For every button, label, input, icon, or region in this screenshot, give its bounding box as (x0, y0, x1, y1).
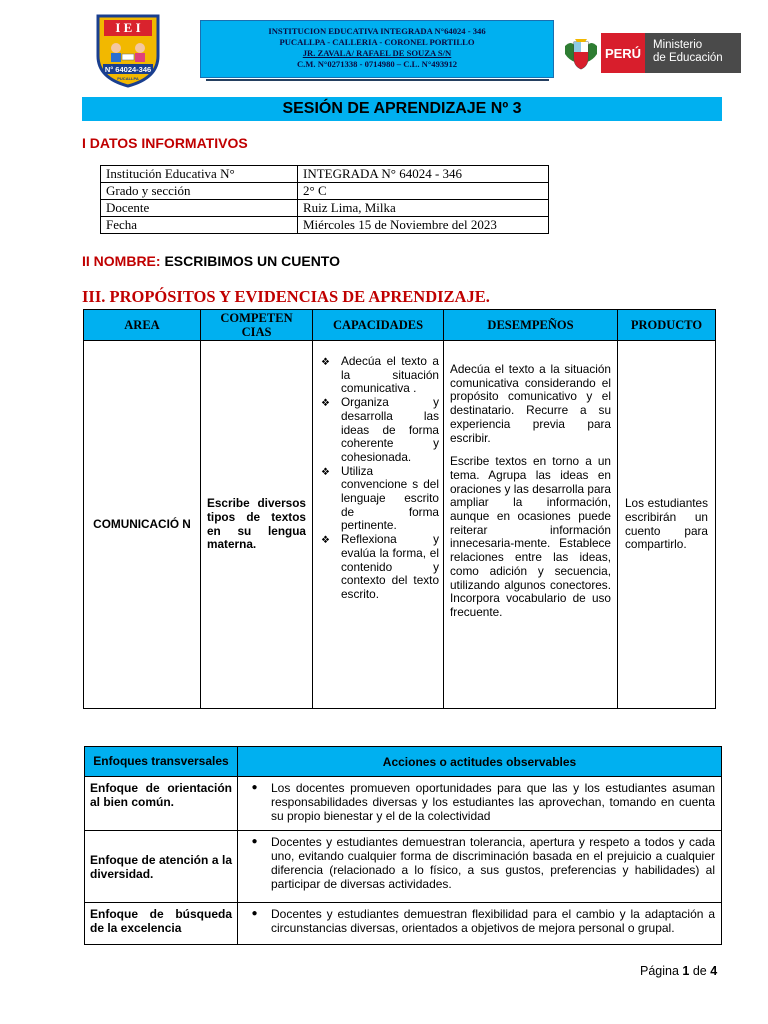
diamond-bullet-icon: ❖ (321, 466, 330, 478)
svg-text:N° 64024-346: N° 64024-346 (104, 65, 152, 74)
page-number: Página 1 de 4 (640, 964, 718, 978)
bullet-icon: ● (251, 782, 258, 793)
peru-crest-icon (563, 36, 599, 72)
ministry-name: Ministerio de Educación (645, 33, 741, 73)
producto-cell: Los estudiantes escribirán un cuento para compartirlo. (618, 341, 716, 709)
info-value: Ruiz Lima, Milka (298, 200, 549, 217)
session-title: SESIÓN DE APRENDIZAJE Nº 3 (82, 97, 722, 121)
list-item: ❖ Utiliza convencione s del lenguaje escrito de forma pertinente. (321, 463, 439, 533)
competencia-cell: Escribe diversos tipos de textos en su lengua materna. (201, 341, 313, 709)
info-key: Grado y sección (101, 183, 298, 200)
section-title-datos: I DATOS INFORMATIVOS (82, 135, 248, 151)
section-nombre-value: ESCRIBIMOS UN CUENTO (164, 253, 340, 269)
list-item: ❖ Reflexiona y evalúa la forma, el contenido y contexto del texto escrito. (321, 532, 439, 601)
info-value: INTEGRADA N° 64024 - 346 (298, 166, 549, 183)
enfoque-name: Enfoque de orientación al bien común. (85, 777, 238, 831)
table-row (101, 183, 549, 200)
enfoque-name: Enfoque de búsqueda de la excelencia (85, 903, 238, 945)
institution-header (200, 20, 554, 78)
section-nombre (82, 253, 340, 269)
section-title-propositos: III. PROPÓSITOS Y EVIDENCIAS DE APRENDIZAJE. (82, 287, 490, 306)
diamond-bullet-icon: ❖ (321, 357, 330, 368)
table-row (85, 831, 722, 903)
table-header-row (84, 310, 716, 341)
table-row (101, 200, 549, 217)
enfoque-name: Enfoque de atención a la diversidad. (85, 831, 238, 903)
enfoques-table (84, 746, 722, 945)
table-row (85, 777, 722, 831)
area-cell: COMUNICACIÓ N (84, 341, 201, 709)
info-value: Miércoles 15 de Noviembre del 2023 (298, 217, 549, 234)
list-item: ❖ Adecúa el texto a la situación comunicativa . (321, 354, 439, 396)
header-divider (206, 79, 549, 81)
diamond-bullet-icon: ❖ (321, 535, 330, 547)
info-key: Institución Educativa N° (101, 166, 298, 183)
enfoque-actions: ● Docentes y estudiantes demuestran flexibilidad para el cambio y la adaptación a circunstancias diversas, orientados a objetivos de mejora personal o grupal. (238, 903, 722, 945)
column-header: DESEMPEÑOS (444, 310, 618, 341)
section-nombre-label: II NOMBRE: (82, 253, 161, 269)
column-header: PRODUCTO (618, 310, 716, 341)
institution-address: JR. ZAVALA/ RAFAEL DE SOUZA S/N (302, 48, 452, 58)
bullet-icon: ● (251, 836, 258, 847)
purpose-table (83, 309, 716, 709)
table-row (85, 903, 722, 945)
list-item: ❖ Organiza y desarrolla las ideas de forma coherente y cohesionada. (321, 395, 439, 464)
column-header: Enfoques transversales (85, 747, 238, 777)
school-logo (94, 12, 162, 88)
column-header: CAPACIDADES (313, 310, 444, 341)
column-header: AREA (84, 310, 201, 341)
info-key: Fecha (101, 217, 298, 234)
column-header: COMPETEN CIAS (201, 310, 313, 341)
info-key: Docente (101, 200, 298, 217)
diamond-bullet-icon: ❖ (321, 398, 330, 410)
table-header-row (85, 747, 722, 777)
desempenos-paragraph: Escribe textos en torno a un tema. Agrupa las ideas en oraciones y las desarrolla para ampliar la información, aunque en ocasiones puede reiterar información innecesaria-mente. Establece relaciones entre las ideas, como adición y secuencia, utilizando algunos conectores. Incorpora vocabulario de uso frecuente. (450, 454, 611, 619)
table-row (101, 166, 549, 183)
info-table (100, 165, 549, 234)
table-row (84, 341, 716, 709)
desempenos-paragraph: Adecúa el texto a la situación comunicativa considerando el propósito comunicativo y el destinatario. Recurre a su experiencia previa para escribir. (450, 362, 611, 445)
desempenos-cell (444, 341, 618, 709)
enfoque-actions: ● Docentes y estudiantes demuestran tolerancia, apertura y respeto a todos y cada uno, evitando cualquier forma de discriminación basada en el prejuicio a cualquier diferencia (relacionado a lo físico, a sus gustos, preferencias y habilidades) al participar de diversas actividades. (238, 831, 722, 903)
institution-name: INSTITUCION EDUCATIVA INTEGRADA N°64024 - 346 (268, 26, 486, 36)
svg-text:PUCALLPA: PUCALLPA (117, 76, 139, 81)
table-row (101, 217, 549, 234)
enfoque-actions: ● Los docentes promueven oportunidades para que las y los estudiantes asuman responsabilidades diversas y los estudiantes las aprovechan, tomando en cuenta su propio bienestar y el de la colectividad (238, 777, 722, 831)
institution-codes: C.M. N°0271338 - 0714980 – C.L. N°493912 (296, 59, 458, 69)
institution-location: PUCALLPA - CALLERIA - CORONEL PORTILLO (279, 37, 475, 47)
svg-text:I E I: I E I (115, 20, 141, 35)
ministry-logo (601, 33, 741, 73)
capacidades-cell (313, 341, 444, 709)
peru-label: PERÚ (601, 33, 645, 73)
bullet-icon: ● (251, 908, 258, 919)
column-header: Acciones o actitudes observables (238, 747, 722, 777)
info-value: 2° C (298, 183, 549, 200)
